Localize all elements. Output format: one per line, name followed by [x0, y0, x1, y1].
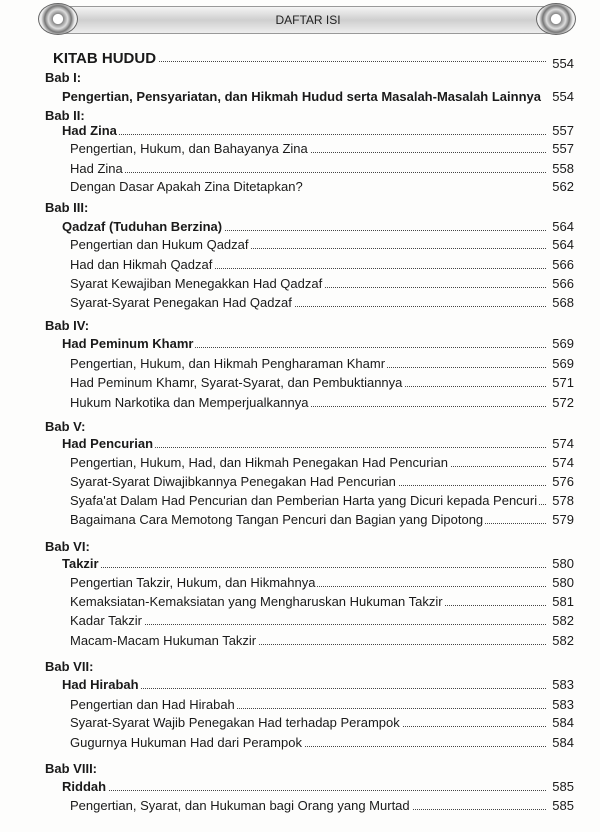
- page-number: 574: [546, 436, 574, 451]
- page-number: 585: [546, 798, 574, 813]
- entry-title: Hukum Narkotika dan Memperjualkannya: [70, 395, 309, 410]
- entry-title: Had Peminum Khamr: [62, 336, 194, 351]
- entry-title: Gugurnya Hukuman Had dari Perampok: [70, 735, 302, 750]
- page-number: 554: [546, 56, 574, 71]
- entry-title: Had Pencurian: [62, 436, 154, 451]
- entry-title: Pengertian, Hukum, Had, dan Hikmah Penegakan Had Pencurian: [70, 455, 448, 470]
- toc-entry: [0, 161, 600, 179]
- dot-leader: [62, 790, 566, 791]
- toc-entry: [0, 295, 600, 313]
- toc-entry: [0, 89, 600, 107]
- page-number: 554: [546, 89, 574, 104]
- entry-title: Pengertian, Hukum, dan Bahayanya Zina: [70, 141, 308, 156]
- entry-title: Pengertian dan Had Hirabah: [70, 697, 235, 712]
- page-number: 580: [546, 575, 574, 590]
- page-number: 583: [546, 697, 574, 712]
- entry-title: Syarat Kewajiban Menegakkan Had Qadzaf: [70, 276, 323, 291]
- dot-leader: [70, 624, 566, 625]
- toc-entry: [0, 474, 600, 492]
- chapter-heading: [0, 419, 600, 437]
- entry-title: Pengertian dan Hukum Qadzaf: [70, 237, 249, 252]
- page-number: 582: [546, 633, 574, 648]
- page-number: 572: [546, 395, 574, 410]
- toc-entry: [0, 715, 600, 733]
- page-number: 568: [546, 295, 574, 310]
- page-number: 574: [546, 455, 574, 470]
- page-number: 557: [546, 141, 574, 156]
- toc-entry: [0, 512, 600, 530]
- toc-entry: [0, 594, 600, 612]
- page-number: 584: [546, 735, 574, 750]
- chapter-heading: [0, 200, 600, 218]
- toc-entry: [0, 633, 600, 651]
- entry-title: Had Zina: [70, 161, 123, 176]
- page-number: 581: [546, 594, 574, 609]
- chapter-heading: [0, 659, 600, 677]
- entry-title: Kadar Takzir: [70, 613, 143, 628]
- dot-leader: [70, 172, 566, 173]
- entry-title: Pengertian Takzir, Hukum, dan Hikmahnya: [70, 575, 316, 590]
- page-number: 564: [546, 237, 574, 252]
- chapter-heading: [0, 761, 600, 779]
- toc-entry: [0, 798, 600, 816]
- toc-entry: [0, 395, 600, 413]
- page-number: 569: [546, 356, 574, 371]
- entry-title: Syafa'at Dalam Had Pencurian dan Pemberian Harta yang Dicuri kepada Pencuri: [70, 493, 538, 508]
- page-number: 558: [546, 161, 574, 176]
- toc-entry: [0, 697, 600, 715]
- entry-title: KITAB HUDUD: [53, 50, 157, 67]
- page-number: 579: [546, 512, 574, 527]
- toc-entry: [0, 613, 600, 631]
- entry-title: Pengertian, Hukum, dan Hikmah Pengharaman Khamr: [70, 356, 386, 371]
- toc-entry: [0, 237, 600, 255]
- page-number: 584: [546, 715, 574, 730]
- entry-title: Bab VI:: [45, 539, 90, 554]
- page-number: 562: [546, 179, 574, 194]
- toc-entry: [0, 677, 600, 695]
- chapter-heading: [0, 70, 600, 88]
- ornament-right-icon: [536, 3, 576, 35]
- toc-entry: [0, 219, 600, 237]
- toc-entry: [0, 436, 600, 454]
- toc-entry: [0, 50, 600, 71]
- toc-entry: [0, 141, 600, 159]
- entry-title: Bab II:: [45, 108, 85, 123]
- page-number: 557: [546, 123, 574, 138]
- toc-entry: [0, 375, 600, 393]
- page-number: 582: [546, 613, 574, 628]
- entry-title: Bagaimana Cara Memotong Tangan Pencuri dan Bagian yang Dipotong: [70, 512, 484, 527]
- page-number: 576: [546, 474, 574, 489]
- entry-title: Bab VIII:: [45, 761, 98, 776]
- entry-title: Bab III:: [45, 200, 89, 215]
- entry-title: Kemaksiatan-Kemaksiatan yang Mengharuskan Hukuman Takzir: [70, 594, 443, 609]
- page-number: 580: [546, 556, 574, 571]
- page-number: 578: [546, 493, 574, 508]
- entry-title: Syarat-Syarat Wajib Penegakan Had terhadap Perampok: [70, 715, 400, 730]
- entry-title: Had Zina: [62, 123, 117, 138]
- dot-leader: [62, 134, 566, 135]
- entry-title: Macam-Macam Hukuman Takzir: [70, 633, 257, 648]
- entry-title: Bab I:: [45, 70, 82, 85]
- entry-title: Takzir: [62, 556, 99, 571]
- entry-title: Bab IV:: [45, 318, 90, 333]
- toc-entry: [0, 779, 600, 797]
- page-number: 566: [546, 257, 574, 272]
- page-number: 566: [546, 276, 574, 291]
- toc-entry: [0, 123, 600, 141]
- toc-entry: [0, 575, 600, 593]
- entry-title: Pengertian, Syarat, dan Hukuman bagi Orang yang Murtad: [70, 798, 410, 813]
- dot-leader: [62, 567, 566, 568]
- toc-entry: [0, 179, 600, 197]
- page-header-banner: [52, 6, 564, 34]
- ornament-left-icon: [38, 3, 78, 35]
- entry-title: Syarat-Syarat Diwajibkannya Penegakan Had Pencurian: [70, 474, 396, 489]
- entry-title: Had Peminum Khamr, Syarat-Syarat, dan Pembuktiannya: [70, 375, 403, 390]
- entry-title: Riddah: [62, 779, 107, 794]
- toc-entry: [0, 493, 600, 511]
- toc-entry: [0, 455, 600, 473]
- toc-entry: [0, 336, 600, 354]
- toc-entry: [0, 735, 600, 753]
- toc-entry: [0, 356, 600, 374]
- chapter-heading: [0, 539, 600, 557]
- page-number: 569: [546, 336, 574, 351]
- entry-title: Had dan Hikmah Qadzaf: [70, 257, 213, 272]
- chapter-heading: [0, 318, 600, 336]
- toc-entry: [0, 257, 600, 275]
- entry-title: Bab V:: [45, 419, 86, 434]
- page-header-title: DAFTAR ISI: [275, 13, 341, 27]
- page-number: 583: [546, 677, 574, 692]
- entry-title: Had Hirabah: [62, 677, 139, 692]
- entry-title: Bab VII:: [45, 659, 94, 674]
- entry-title: Dengan Dasar Apakah Zina Ditetapkan?: [70, 179, 303, 194]
- page-number: 571: [546, 375, 574, 390]
- entry-title: Syarat-Syarat Penegakan Had Qadzaf: [70, 295, 292, 310]
- entry-title: Qadzaf (Tuduhan Berzina): [62, 219, 223, 234]
- toc-entry: [0, 276, 600, 294]
- entry-title: Pengertian, Pensyariatan, dan Hikmah Hudud serta Masalah-Masalah Lainnya: [62, 89, 541, 104]
- page-number: 564: [546, 219, 574, 234]
- toc-entry: [0, 556, 600, 574]
- page-number: 585: [546, 779, 574, 794]
